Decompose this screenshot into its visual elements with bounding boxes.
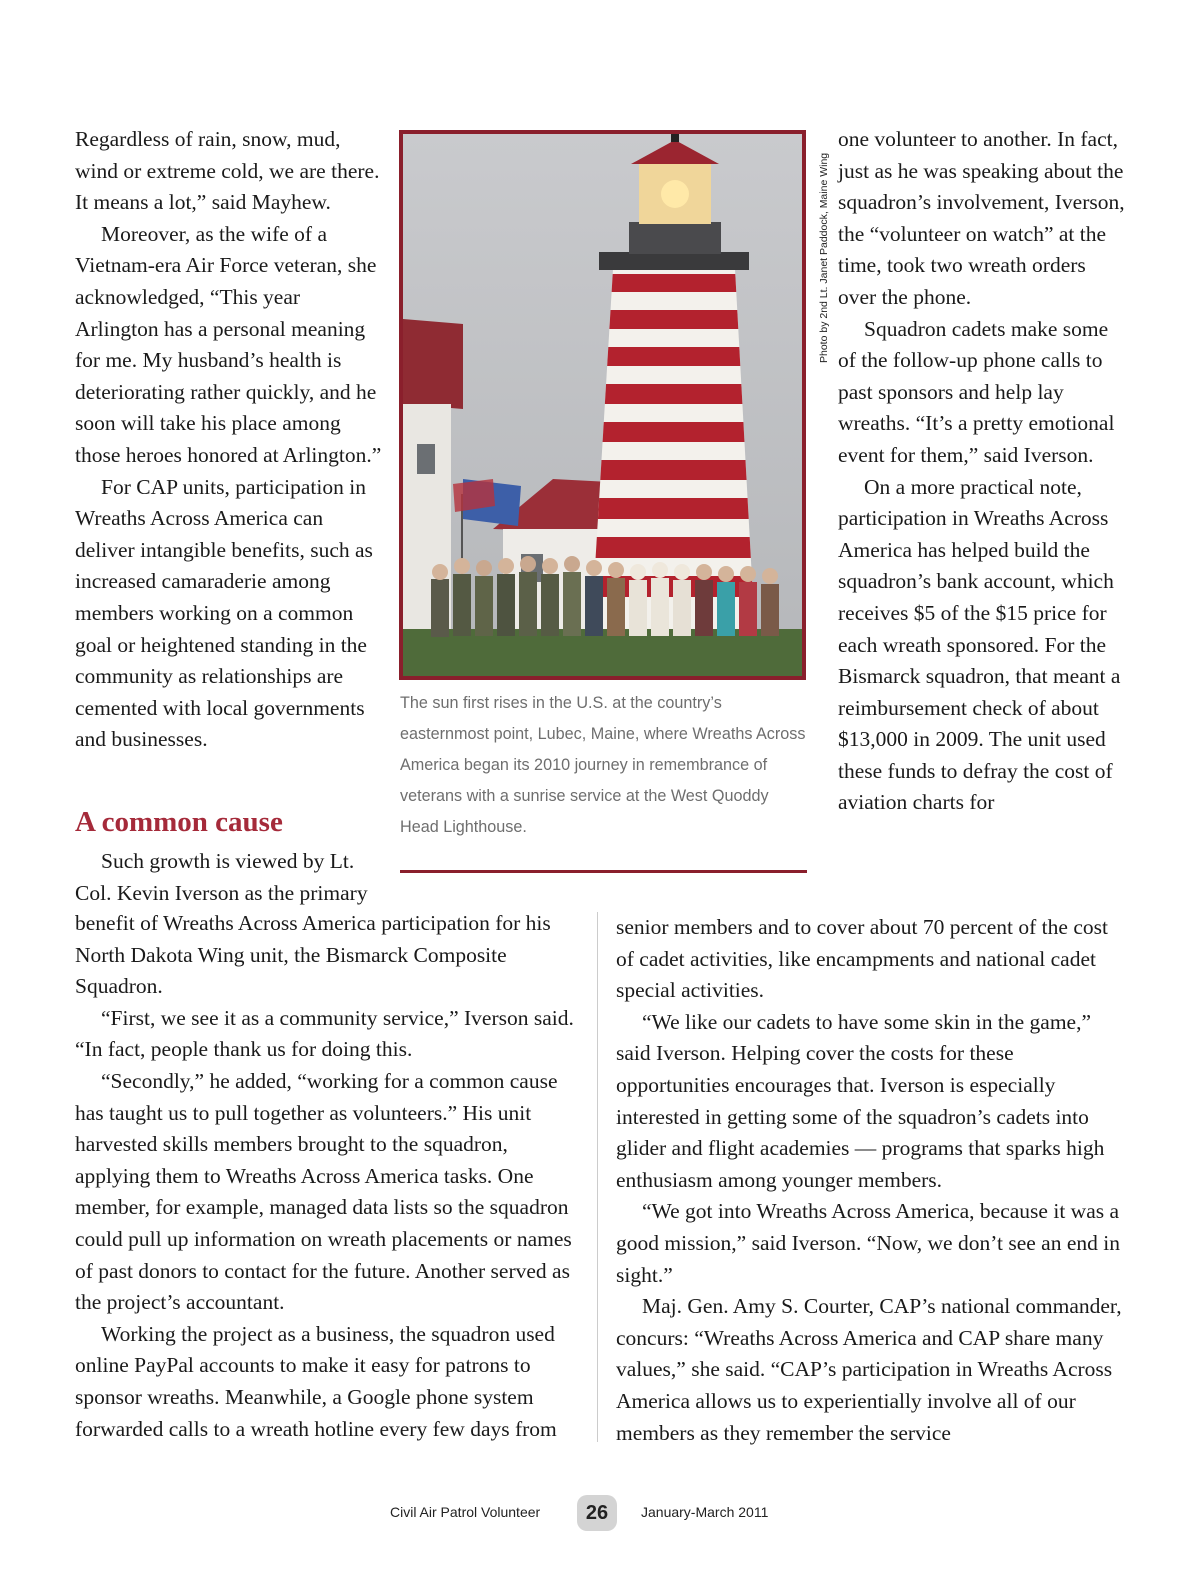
photo-caption: The sun first rises in the U.S. at the country’s easternmost point, Lubec, Maine, where Wreaths Across America began its 2010 journey in remembrance of veterans with a sunrise service at the West Quoddy Head Lighthouse. <box>400 694 806 836</box>
lighthouse-photo <box>399 130 806 680</box>
paragraph: one volunteer to another. In fact, just as he was speaking about the squadron’s involvement, Iverson, the “volunteer on watch” at the time, took two wreath orders over the phone. <box>838 127 1125 309</box>
paragraph: Working the project as a business, the squadron used online PayPal accounts to make it easy for patrons to sponsor wreaths. Meanwhile, a Google phone system forwarded calls to a wreath hotline every few days from <box>75 1321 557 1441</box>
page-footer <box>0 1495 1200 1531</box>
page-number: 26 <box>585 1502 609 1524</box>
column-divider <box>597 912 598 1442</box>
left-house-roof <box>403 319 463 409</box>
paragraph: benefit of Wreaths Across America participation for his North Dakota Wing unit, the Bismarck Composite Squadron. <box>75 911 551 999</box>
paragraph: Regardless of rain, snow, mud, wind or extreme cold, we are there. It means a lot,” said Mayhew. <box>75 127 380 215</box>
paragraph: On a more practical note, participation in Wreaths Across America has helped build the squadron’s bank account, which receives $5 of the $15 price for each wreath sponsored. For the Bismarck squadron, that meant a reimbursement check of about $13,000 in 2009. The unit used these funds to defray the cost of aviation charts for <box>838 474 1121 815</box>
column-right-bottom <box>616 912 1126 1449</box>
paragraph: For CAP units, participation in Wreaths Across America can deliver intangible benefits, such as increased camaraderie among members working on a common goal or heightened standing in the community as relationships are cemented with local governments and businesses. <box>75 474 373 752</box>
column-left-bottom <box>75 908 580 1445</box>
photo-credit: Photo by 2nd Lt. Janet Paddock, Maine Wing <box>818 152 830 363</box>
section-lead <box>75 846 387 909</box>
section-heading: A common cause <box>75 806 283 838</box>
paragraph: Maj. Gen. Amy S. Courter, CAP’s national commander, concurs: “Wreaths Across America and CAP share many values,” she said. “CAP’s participation in Wreaths Across America allows us to experientially involve all of our members as they remember the service <box>616 1294 1122 1445</box>
paragraph: Squadron cadets make some of the follow-up phone calls to past sponsors and help lay wreaths. “It’s a pretty emotional event for them,” said Iverson. <box>838 316 1115 467</box>
paragraph: “We like our cadets to have some skin in the game,” said Iverson. Helping cover the costs for these opportunities encourages that. Iverson is especially interested in getting some of the squadron’s cadets into glider and flight academies — programs that sparks high enthusiasm among younger members. <box>616 1009 1105 1192</box>
lighthouse-illustration <box>403 134 802 676</box>
paragraph: Moreover, as the wife of a Vietnam-era Air Force veteran, she acknowledged, “This year Arlington has a personal meaning for me. My husband’s health is deteriorating rather quickly, and he soon will take his place among those heroes honored at Arlington.” <box>75 221 382 467</box>
lead-paragraph: Such growth is viewed by Lt. Col. Kevin Iverson as the primary <box>75 849 368 905</box>
paragraph: “Secondly,” he added, “working for a common cause has taught us to pull together as volunteers.” His unit harvested skills members brought to the squadron, applying them to Wreaths Across America tasks. One member, for example, managed data lists so the squadron could pull up information on wreath placements or names of past donors to contact for the future. Another served as the project’s accountant. <box>75 1068 572 1315</box>
column-left-top <box>75 124 387 756</box>
grass <box>403 629 802 676</box>
page-number-badge <box>577 1495 617 1531</box>
lantern-base <box>629 222 721 254</box>
paragraph: “We got into Wreaths Across America, because it was a good mission,” said Iverson. “Now, we don’t see an end in sight.” <box>616 1199 1120 1287</box>
paragraph: senior members and to cover about 70 percent of the cost of cadet activities, like encampments and national cadet special activities. <box>616 915 1108 1003</box>
paragraph: “First, we see it as a community service,” Iverson said. “In fact, people thank us for doing this. <box>75 1005 574 1062</box>
window <box>417 444 435 474</box>
caption-rule <box>400 870 807 873</box>
column-right-top <box>838 124 1128 819</box>
lamp <box>661 180 689 208</box>
footer-publication: Civil Air Patrol Volunteer <box>390 1504 541 1520</box>
footer-date: January-March 2011 <box>641 1504 769 1520</box>
vent <box>671 134 679 142</box>
gallery-deck <box>599 252 749 270</box>
